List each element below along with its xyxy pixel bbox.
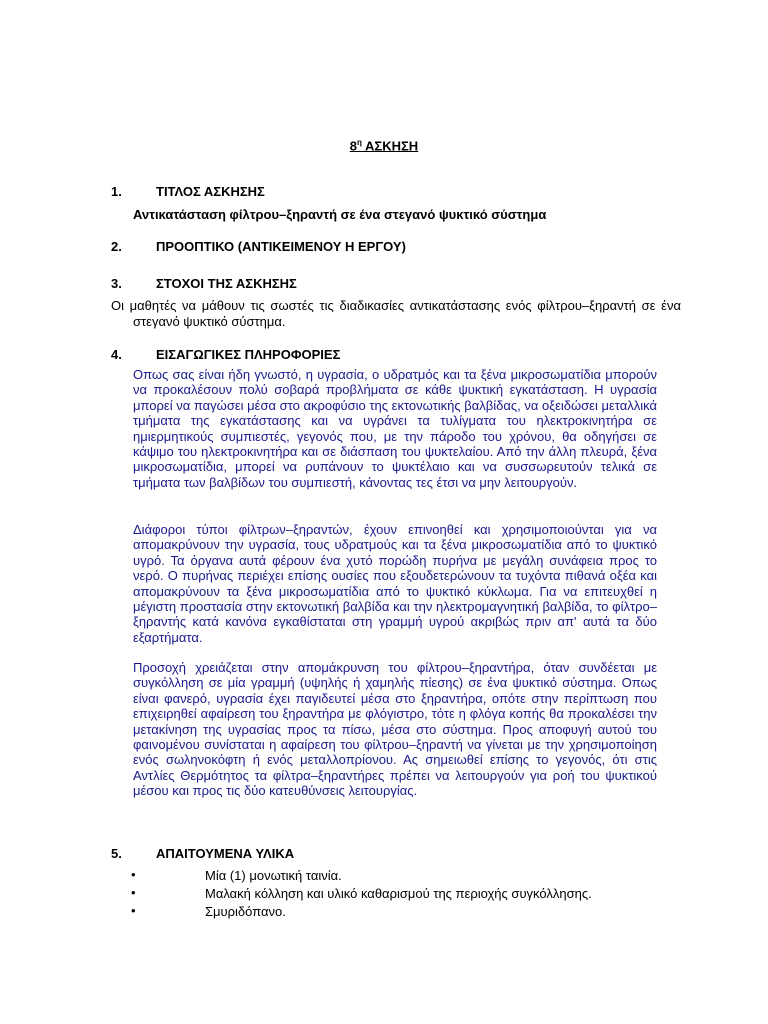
section-number: 2.: [111, 239, 122, 254]
section-5-heading: [111, 846, 295, 861]
bullet-icon: •: [131, 903, 136, 918]
goal-paragraph: Οι μαθητές να μάθουν τις σωστές τις διαδικασίες αντικατάστασης ενός φίλτρου–ξηραντή σε ένα στεγανό ψυκτικό σύστημα.: [111, 298, 681, 329]
intro-paragraph-2: Διάφοροι τύποι φίλτρων–ξηραντών, έχουν επινοηθεί και χρησιμοποιούνται για να απομακρύνουν την υγρασία, τους υδρατμούς και τα ξένα μικροσωματίδια από το ψυκτικό υγρό. Τα όργανα αυτά φέρουν ένα χυτό πορώδη πυρήνα με μεγάλη συνάφεια προς το νερό. Ο πυρήνας περιέχει επίσης ουσίες που εξουδετερώνουν τα τυχόντα πιθανά οξέα και απομακρύνουν τα ξένα μικροσωματίδια από το ψυκτικό κύκλωμα. Για να επιτευχθεί η μέγιστη προστασία στην εκτονωτική βαλβίδα και την ηλεκτρομαγνητική βαλβίδα, το φίλτρο–ξηραντής κατά κανόνα εγκαθίσταται στη γραμμή υγρού ακριβώς πριν απ' αυτά τα δύο εξαρτήματα.: [133, 522, 657, 645]
section-3-heading: [111, 276, 297, 291]
exercise-subtitle: Αντικατάσταση φίλτρου–ξηραντή σε ένα στεγανό ψυκτικό σύστημα: [133, 207, 547, 222]
exercise-number-suffix: η: [357, 138, 362, 147]
section-number: 1.: [111, 184, 122, 199]
list-item-text: Μαλακή κόλληση και υλικό καθαρισμού της περιοχής συγκόλλησης.: [205, 886, 592, 901]
section-title: ΠΡΟΟΠΤΙΚΟ (ΑΝΤΙΚΕΙΜΕΝΟΥ Η ΕΡΓΟΥ): [156, 239, 406, 254]
section-title: ΑΠΑΙΤΟΥΜΕΝΑ ΥΛΙΚΑ: [156, 846, 295, 861]
section-number: 3.: [111, 276, 122, 291]
bullet-icon: •: [131, 867, 136, 882]
section-2-heading: [111, 239, 406, 254]
section-4-heading: [111, 347, 341, 362]
list-item-text: Σμυριδόπανο.: [205, 904, 286, 919]
bullet-icon: •: [131, 885, 136, 900]
section-number: 4.: [111, 347, 122, 362]
section-title: ΤΙΤΛΟΣ ΑΣΚΗΣΗΣ: [156, 184, 265, 199]
exercise-title-text: ΑΣΚΗΣΗ: [361, 138, 419, 154]
exercise-title: [0, 138, 768, 153]
list-item-text: Μία (1) μονωτική ταινία.: [205, 868, 342, 883]
section-1-heading: [111, 184, 265, 199]
exercise-number: 8: [349, 138, 358, 154]
section-title: ΣΤΟΧΟΙ ΤΗΣ ΑΣΚΗΣΗΣ: [156, 276, 297, 291]
section-number: 5.: [111, 846, 122, 861]
section-title: ΕΙΣΑΓΩΓΙΚΕΣ ΠΛΗΡΟΦΟΡΙΕΣ: [156, 347, 341, 362]
intro-paragraph-3: Προσοχή χρειάζεται στην απομάκρυνση του φίλτρου–ξηραντήρα, όταν συνδέεται με συγκόλληση σε μία γραμμή (υψηλής ή χαμηλής πίεσης) σε ένα ψυκτικό σύστημα. Οπως είναι φανερό, υγρασία έχει παγιδευτεί μέσα στο ξηραντήρα, οπότε στην περίπτωση που επιχειρηθεί αφαίρεση του ξηραντήρα με φλόγιστρο, τότε η φλόγα κοπής θα προκαλέσει την μετακίνηση της υγρασίας προς τα πίσω, μέσα στο σύστημα. Προς αποφυγή αυτού του φαινομένου συνίσταται η αφαίρεση του φίλτρου–ξηραντή να γίνεται με την χρησιμοποίηση ενός σωληνοκόφτη ή ενός μεταλλοπρίονου. Ας σημειωθεί επίσης το γεγονός, ότι στις Αντλίες Θερμότητος τα φίλτρα–ξηραντήρες πρέπει να λειτουργούν για ροή του ψυκτικού μέσου και προς τις δύο κατευθύνσεις λειτουργίας.: [133, 660, 657, 799]
intro-paragraph-1: Οπως σας είναι ήδη γνωστό, η υγρασία, ο υδρατμός και τα ξένα μικροσωματίδια μπορούν να προκαλέσουν πολύ σοβαρά προβλήματα σε κάθε ψυκτική εγκατάσταση. Η υγρασία μπορεί να παγώσει μέσα στο ακροφύσιο της εκτονωτικής βαλβίδας, να οξειδώσει μεταλλικά τμήματα της εγκατάστασης και να υγράνει τα τυλίγματα του ηλεκτροκινητήρα σε ημιερμητικούς συμπιεστές, γεγονός που, με την πάροδο του χρόνου, θα οδηγήσει σε κάψιμο του ηλεκτροκινητήρα και σε διάσπαση του ψυκτελαίου. Από την άλλη πλευρά, ξένα μικροσωματίδια, μπορεί να ρυπάνουν το ψυκτέλαιο και να συσσωρευτούν τελικά σε τμήματα των βαλβίδων του συμπιεστή, κάνοντας τες έτσι να μην λειτουργούν.: [133, 367, 657, 490]
